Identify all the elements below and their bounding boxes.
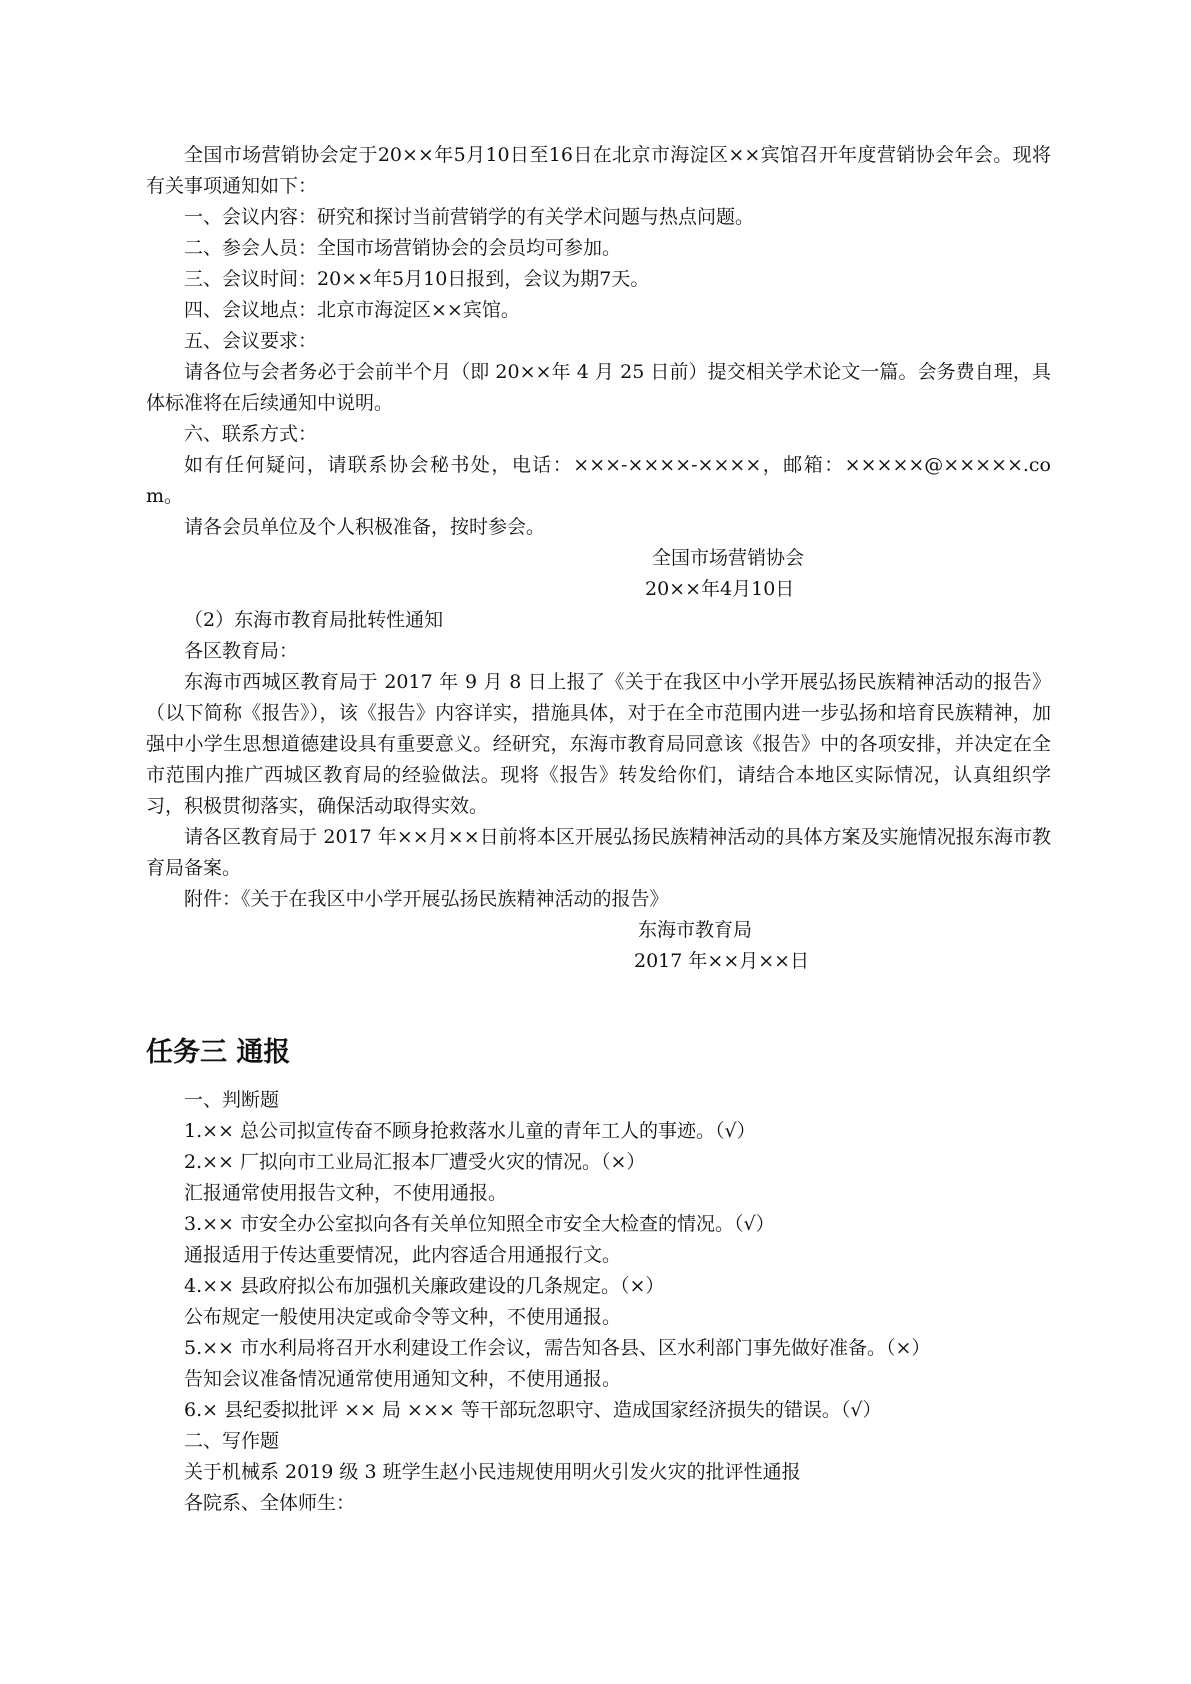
task3-line-5: 通报适用于传达重要情况，此内容适合用通报行文。 [184,1244,622,1266]
notice2-date: 2017 年××月××日 [634,950,810,972]
notice2-title: （2）东海市教育局批转性通知 [184,609,444,631]
task3-line-3: 汇报通常使用报告文种，不使用通报。 [184,1182,508,1204]
notice2-recipient: 各区教育局： [184,640,299,662]
task3-section-writing: 二、写作题 [184,1430,280,1452]
notice2-request: 请各区教育局于 2017 年××月××日前将本区开展弘扬民族精神活动的具体方案及实施情况报东海市教育局备案。 [146,826,1051,879]
document-body [146,140,1051,1519]
notice1-item-location: 四、会议地点：北京市海淀区××宾馆。 [184,299,520,321]
notice1-signature: 全国市场营销协会 [652,547,805,569]
notice1-item-content: 一、会议内容：研究和探讨当前营销学的有关学术问题与热点问题。 [184,206,755,228]
task3-line-6: 4.×× 县政府拟公布加强机关廉政建设的几条规定。（×） [184,1275,665,1297]
notice2-attachment: 附件：《关于在我区中小学开展弘扬民族精神活动的报告》 [184,888,669,910]
task3-line-4: 3.×× 市安全办公室拟向各有关单位知照全市安全大检查的情况。（√） [184,1213,775,1235]
notice2-body: 东海市西城区教育局于 2017 年 9 月 8 日上报了《关于在我区中小学开展弘扬民族精神活动的报告》（以下简称《报告》），该《报告》内容详实，措施具体，对于在全市范围内进一步弘扬和培育民族精神，加强中小学生思想道德建设具有重要意义。经研究，东海市教育局同意该《报告》中的各项安排，并决定在全市范围内推广西城区教育局的经验做法。现将《报告》转发给你们，请结合本地区实际情况，认真组织学习，积极贯彻落实，确保活动取得实效。 [146,671,1051,817]
notice1-item-requirements: 五、会议要求： [184,330,318,352]
notice1-item-time: 三、会议时间：20××年5月10日报到，会议为期7天。 [184,268,650,290]
task3-writing-title: 关于机械系 2019 级 3 班学生赵小民违规使用明火引发火灾的批评性通报 [184,1461,801,1483]
task3-line-10: 6.× 县纪委拟批评 ×× 局 ××× 等干部玩忽职守、造成国家经济损失的错误。（√） [184,1399,882,1421]
notice1-date: 20××年4月10日 [645,578,795,600]
task3-line-1: 1.×× 总公司拟宣传奋不顾身抢救落水儿童的青年工人的事迹。（√） [184,1120,756,1142]
task3-heading: 任务三 通报 [146,1037,291,1068]
notice2-signature: 东海市教育局 [638,919,753,941]
task3-line-2: 2.×× 厂拟向市工业局汇报本厂遭受火灾的情况。（×） [184,1151,646,1173]
notice1-item-attendees: 二、参会人员：全国市场营销协会的会员均可参加。 [184,237,622,259]
notice1-closing: 请各会员单位及个人积极准备，按时参会。 [184,516,546,538]
notice1-contact-heading: 六、联系方式： [184,423,318,445]
notice1-contact-text: 如有任何疑问，请联系协会秘书处，电话：×××-××××-××××，邮箱：×××××@×××××.com。 [146,454,1051,507]
task3-line-9: 告知会议准备情况通常使用通知文种，不使用通报。 [184,1368,622,1390]
task3-section-judgment: 一、判断题 [184,1089,280,1111]
notice1-requirement-text: 请各位与会者务必于会前半个月（即 20××年 4 月 25 日前）提交相关学术论文一篇。会务费自理，具体标准将在后续通知中说明。 [146,361,1051,414]
task3-writing-recipient: 各院系、全体师生： [184,1492,356,1514]
notice1-intro: 全国市场营销协会定于20××年5月10日至16日在北京市海淀区××宾馆召开年度营销协会年会。现将有关事项通知如下： [146,144,1051,197]
task3-line-8: 5.×× 市水利局将召开水利建设工作会议，需告知各县、区水利部门事先做好准备。（×） [184,1337,931,1359]
task3-line-7: 公布规定一般使用决定或命令等文种，不使用通报。 [184,1306,622,1328]
